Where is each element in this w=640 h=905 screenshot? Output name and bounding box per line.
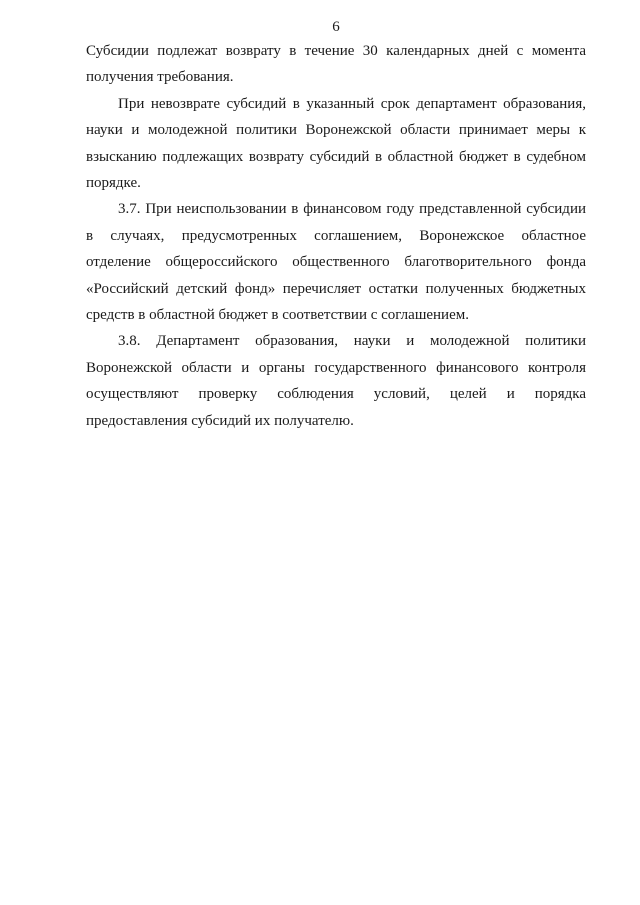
paragraph-continuation: Субсидии подлежат возврату в течение 30 календарных дней с момента получения требования. [86,43,586,86]
paragraph-3-8: 3.8. Департамент образования, науки и молодежной политики Воронежской области и органы государственного финансового контроля осуществляют проверку соблюдения условий, целей и порядка предоставления субсидий их получателю. [86,333,586,429]
document-body [86,38,586,434]
paragraph-3-7: 3.7. При неиспользовании в финансовом году представленной субсидии в случаях, предусмотренных соглашением, Воронежское областное отделение общероссийского общественного благотворительного фонда «Российский детский фонд» перечисляет остатки полученных бюджетных средств в областной бюджет в соответствии с соглашением. [86,201,586,324]
page-number: 6 [332,19,340,35]
paragraph-nonreturn-recovery: При невозврате субсидий в указанный срок департамент образования, науки и молодежной политики Воронежской области принимает меры к взысканию подлежащих возврату субсидий в областной бюджет в судебном порядке. [86,95,586,192]
